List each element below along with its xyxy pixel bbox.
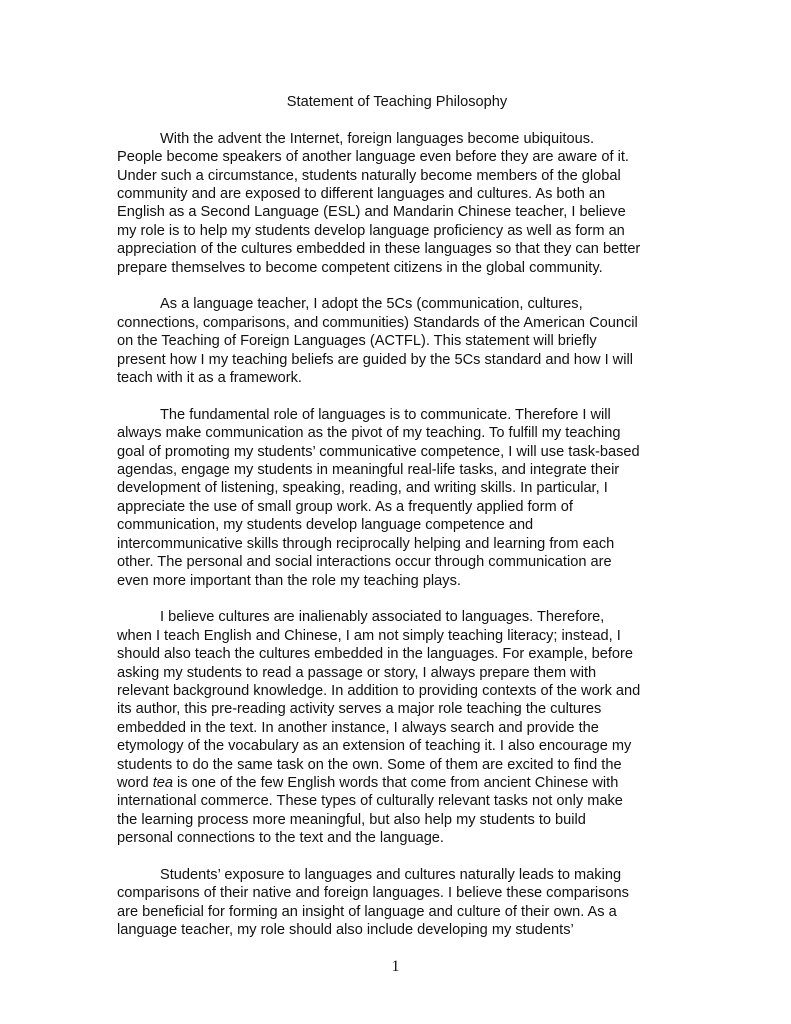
text-line: language teacher, my role should also include developing my students’	[117, 922, 574, 939]
text-line: community and are exposed to different languages and cultures. As both an	[117, 186, 606, 203]
text-line: connections, comparisons, and communities) Standards of the American Council	[117, 314, 638, 331]
text-line: With the advent the Internet, foreign languages become ubiquitous.	[160, 130, 595, 147]
text-fragment: is one of the few English words that come from ancient Chinese with	[172, 774, 619, 791]
paragraph-5	[117, 866, 677, 940]
text-line: goal of promoting my students’ communicative competence, I will use task-based	[117, 443, 640, 460]
text-line: relevant background knowledge. In addition to providing contexts of the work and	[117, 682, 641, 699]
text-line: People become speakers of another language even before they are aware of it.	[117, 149, 629, 166]
text-line: when I teach English and Chinese, I am not simply teaching literacy; instead, I	[117, 627, 621, 644]
text-line: its author, this pre-reading activity serves a major role teaching the cultures	[117, 701, 602, 718]
text-line: Under such a circumstance, students naturally become members of the global	[117, 167, 621, 184]
paragraph-3	[117, 406, 677, 590]
text-line: always make communication as the pivot of my teaching. To fulfill my teaching	[117, 425, 621, 442]
text-line: are beneficial for forming an insight of language and culture of their own. As a	[117, 903, 617, 920]
paragraph-2	[117, 295, 677, 387]
text-line: English as a Second Language (ESL) and Mandarin Chinese teacher, I believe	[117, 204, 626, 221]
paragraph-4	[117, 608, 677, 847]
text-line: agendas, engage my students in meaningful real-life tasks, and integrate their	[117, 462, 620, 479]
text-line: my role is to help my students develop language proficiency as well as form an	[117, 222, 625, 239]
text-line: students to do the same task on the own. Some of them are excited to find the	[117, 756, 622, 773]
text-line: communication, my students develop language competence and	[117, 517, 534, 534]
document-body	[117, 93, 677, 940]
text-fragment: word	[117, 774, 153, 791]
text-line: the learning process more meaningful, but also help my students to build	[117, 811, 586, 828]
text-line: comparisons of their native and foreign languages. I believe these comparisons	[117, 885, 629, 902]
text-line-with-italic	[117, 774, 677, 792]
text-line: asking my students to read a passage or story, I always prepare them with	[117, 664, 597, 681]
italic-word: tea	[152, 774, 173, 791]
text-line: present how I my teaching beliefs are guided by the 5Cs standard and how I will	[117, 351, 633, 368]
text-line: The fundamental role of languages is to communicate. Therefore I will	[160, 406, 611, 423]
text-line: appreciate the use of small group work. As a frequently applied form of	[117, 498, 573, 515]
text-line: appreciation of the cultures embedded in these languages so that they can better	[117, 241, 641, 258]
text-line: intercommunicative skills through reciprocally helping and learning from each	[117, 535, 615, 552]
text-line: even more important than the role my teaching plays.	[117, 572, 461, 589]
text-line: should also teach the cultures embedded in the languages. For example, before	[117, 646, 633, 663]
document-title: Statement of Teaching Philosophy	[286, 94, 508, 110]
page-number: 1	[391, 958, 400, 975]
text-line: personal connections to the text and the language.	[117, 830, 444, 847]
text-line: other. The personal and social interactions occur through communication are	[117, 554, 612, 571]
text-line: development of listening, speaking, reading, and writing skills. In particular, I	[117, 480, 608, 497]
text-line: teach with it as a framework.	[117, 370, 302, 387]
text-line: As a language teacher, I adopt the 5Cs (communication, cultures,	[160, 296, 583, 313]
text-line: I believe cultures are inalienably associated to languages. Therefore,	[160, 609, 605, 626]
text-line: international commerce. These types of culturally relevant tasks not only make	[117, 793, 623, 810]
text-line: on the Teaching of Foreign Languages (ACTFL). This statement will briefly	[117, 333, 597, 350]
text-line: etymology of the vocabulary as an extension of teaching it. I also encourage my	[117, 738, 632, 755]
text-line: embedded in the text. In another instance, I always search and provide the	[117, 719, 599, 736]
paragraph-1	[117, 130, 677, 277]
text-line: Students’ exposure to languages and cultures naturally leads to making	[160, 866, 622, 883]
text-line: prepare themselves to become competent citizens in the global community.	[117, 259, 603, 276]
